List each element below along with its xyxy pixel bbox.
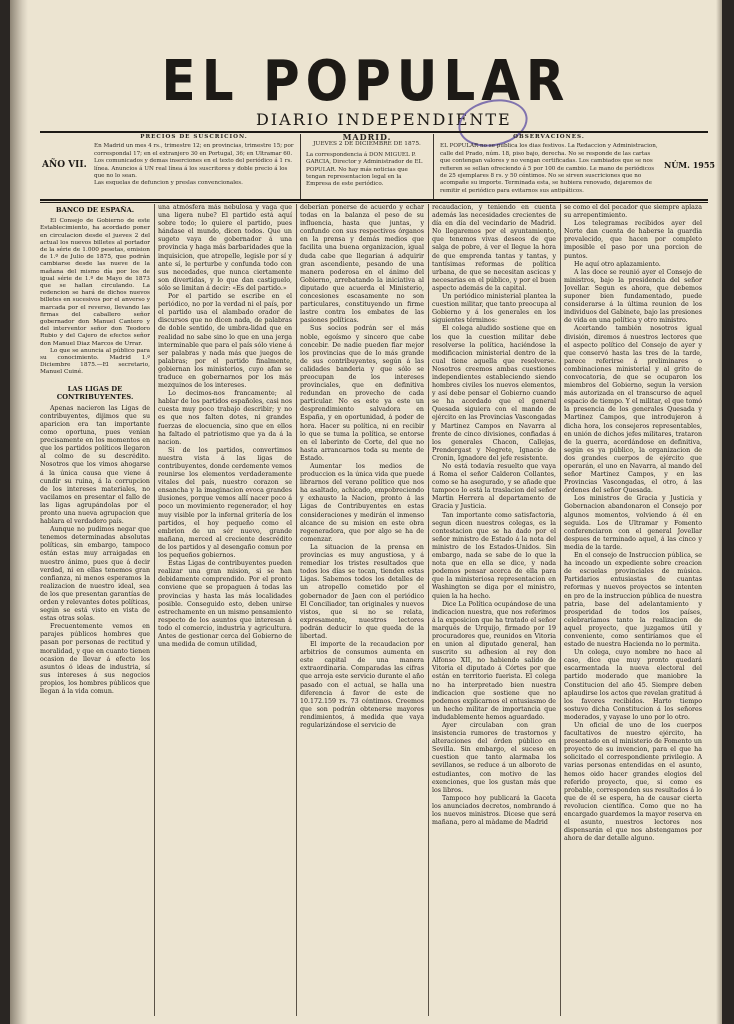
announcements-text: Los comunicados y demas inserciones en el texto del periódico á 1 rs. línea. Anuncios á UN real línea á los suscritores y doble precio á los que no lo sean. bbox=[94, 158, 293, 180]
column-3 bbox=[300, 204, 424, 1016]
section-heading: BANCO DE ESPAÑA. bbox=[55, 206, 135, 214]
article-paragraph: Acertando también nosotros igual división, diremos á nuestros lectores que el aspecto político del Consejo de ayer y que conservó hasta las tres de la tarde, parece referirse á preliminares o combinaciones ministerial y al grito de convocatoria, de que se ocuparon los miembros del Gobierno, segun la version más autorizada en el transcurso de aquel espacio de tiempo. Y el militar, el que tomó la presencia de los generales Quesada y Martinez Campos, que introdujeron á dicha hora, los consejeros representables, en unión de dichos jefes militares, trataron de la guerra, acordándose en definitiva, según es ya público, la organizacion de dos grandes cuerpos de ejército que operarán, el uno en Navarra, al mando del señor Martinez Campos, y en las Provincias Vascongadas, el otro, á las órdenes del señor Quesada. bbox=[564, 325, 702, 495]
article-paragraph: El colega aludido sostiene que en los que la cuestion militar debe resolverse la política, haciéndose la modificacion ministerial dentro de la cual tiene aquella que resolverse. Nosotros creemos ambas cuestiones independientes estableciendo siendo hombres civiles los nuevos elementos, y así debe pensar el Gobierno cuando se ha acordado que el general Quesada siguiera con el mando de ejército en las Provincias Vascongadas y Martinez Campos en Navarra al frente de cinco divisiones, confiadas á los generales Chacon, Callejas, Prendergast y Negrete, Ignacio de Cronin, Ignadore del jefe resistente. bbox=[432, 325, 556, 462]
issue-number: NÚM. 1955 bbox=[664, 160, 715, 170]
column-1 bbox=[40, 204, 150, 1016]
column-5 bbox=[564, 204, 702, 1016]
dateline-block bbox=[306, 134, 428, 198]
article-paragraph: recaudacion, y teniendo en cuenta además las necesidades crecientes de día en día del vecindario de Madrid. No llegaremos por el ayuntamiento, que tenemos vivas deseos de que salga de pobre, á ver el llegue la hora de que emprenda tantas y tantas, y tantísimas reformas de política urbana, de que se necesitan ascicas y necesarias en el público, y por el buen aspecto además de la capital. bbox=[432, 204, 556, 292]
article-paragraph: Sus socios podrán ser el más noble, egoísmo y sincero que cabe concebir. De nadie pueden fiar mejor los provincias que de lo más grande de sus contribuyentes, según á las calidades banderia y que sólo se preocupan de los intereses provinciales, que en definitiva redundan en provecho de cada particular. No es este ya este un desprendimiento salvadora en España, y en oportunidad, á poder de hora. Hacer su política, ni en recibir lo que se tuma la política, se entorse en el laberinto de Corte, del que no hasta arrancarnos toda su mente de Estado. bbox=[300, 325, 424, 462]
article-paragraph: Lo que se anuncia al público para su conocimiento. Madrid 1.º Diciembre 1875.—El secretario, Manuel Cuiné. bbox=[40, 347, 150, 376]
correspondence-text: La correspondencia á DON MIGUEL P. GARCIA, Director y Administrador de EL POPULAR. No hay más noticias que tengan representacion legal en la Empresa de este periódico. bbox=[306, 151, 423, 188]
year-label: AÑO VII. bbox=[42, 160, 87, 170]
article-paragraph: A las doce se reunió ayer el Consejo de ministros, bajo la presidencia del señor Jovellar. Segun es ahora, que debemos suponer bien fundamentado, puede considerarse á la última reunion de los individuos del Gabinete, bajo las presiones de vida en una política y otro ministro. bbox=[564, 268, 702, 325]
article-paragraph: Un periódico ministerial plantea la cuestion militar, que tanto preocupa al Gobierno y á los generales en los siguientes términos: bbox=[432, 293, 556, 325]
subscription-title: PRECIOS DE SUSCRICION. bbox=[140, 134, 248, 140]
section-heading: LAS LIGAS DE CONTRIBUYENTES. bbox=[56, 384, 134, 401]
observations-text: EL POPULAR no se publica los dias festivos. La Redaccion y Administracion, calle del Prado, núm. 18, piso bajo, derecha. No se responde de las cartas que contengan valores y no vengan certificadas. Los cambiados que se nos refieren se sellan ofreciendo á 5 por 100 de cambio. Le mano de periódicos de 25 ejemplares 8 rs. y 50 céntimos. No se sirven suscriciones que no acompañe su importe. Terminada esta, se hubiera renovado, dejaremos de remitir el periódico para evitarnos sus antipáticos. bbox=[440, 143, 658, 194]
header-separator bbox=[433, 134, 434, 200]
article-paragraph: Estas Ligas de contribuyentes pueden realizar una gran mision, si se han debidamente comprendido. Por el pronto conviene que se propaguen á todas las provincias y hasta las más localidades posible. Conseguido esto, deben unirse estrechamente en un mismo pensamiento respecto de los asuntos que interesan á todo el comercio, industria y agricultura. Antes de gestionar cerca del Gobierno de una medida de comun utilidad, bbox=[158, 560, 292, 649]
subscription-block bbox=[94, 134, 294, 198]
article-paragraph: Tan importante como satisfactoria, segun dicen nuestros colegas, es la contestacion que se ha dado por el señor ministro de Estado á la nota del ministro de los Estados-Unidos. Sin embargo, nada se sabe de lo que la nota que en ella se dice, y nada podemos pensar acerca de ella para que la ministeriosa representacion en Washington se diga por el ministro, quien la ha hecho. bbox=[432, 511, 556, 600]
header-separator bbox=[300, 134, 301, 200]
header-bottom-rule bbox=[40, 199, 708, 201]
column-rule bbox=[560, 204, 561, 1016]
column-rule bbox=[428, 204, 429, 1016]
binding-gutter bbox=[10, 0, 28, 1024]
article-paragraph: El Consejo de Gobierno de este Establecimiento, ha acordado poner en circulacion desde el jueves 2 del actual los nuevos billetes al portador de la série de 1.000 pesetas, emision de 1.º de Julio de 1875, que podrán cambiarse desde las nueve de la mañana del mismo día por los de igual série de 1.º de Mayo de 1873 que se hallan circulando. La redencion se hará de dichos nuevos billetes en sucesivos por el anverso y marcada por el reverso, llevando las firmas del caballero señor gobernador don Manuel Cantero y del interventor señor don Teodoro Rubio y del Cajero de efectos señor don Manuel Diaz Marcos de Urrar. bbox=[40, 218, 150, 347]
article-paragraph: Frecuentemente vemos en parajes públicos hombres que pasan por personas de rectitud y moralidad, y que en cuanto tienen ocasion de llevar á efecto los asuntos ó ideas de industria, sí sus intereses á sus negocios propios, los hombres públicos que llegan á la vida comun. bbox=[40, 623, 150, 696]
article-paragraph: Dice La Política ocupándose de una indicacion nuestra, que nos referimos á la exposicion que ha tratado el señor marqués de Urquijo, firmado por 19 procuradores que, reunidos en Vitoria en union al diputado general, han suscrito su adhesion al rey don Alfonso XII, no habiendo salido de Vitoria el diputado á Córtes por que están en territorio fuerista. El colega no ha interpretado bien nuestra indicacion que sostiene que no podemos explicarnos el entusiasmo de un hecho militar de importancia que indudablemente hemos aguardado. bbox=[432, 600, 556, 721]
article-paragraph: Los telegramas recibidos ayer del Norte dan cuenta de haberse la guardia prevalecido, que hacen por completo imposible el paso por una porcion de puntos. bbox=[564, 220, 702, 260]
article-paragraph: Un colega, cuyo nombre no hace al caso, dice que muy pronto quedará escarmentada la nueva electoral del partido moderado que maniobre la Constitucion del año 45. Siempre deben aplaudirse los actos que revelan gratitud á los favores recibidos. Harto tiempo sostuvo dicha Constitucion á los señores moderados, y vayase lo uno por lo otro. bbox=[564, 649, 702, 721]
article-paragraph: La situacion de la prensa en provincias es muy angustiosa, y á remediar los tristes resultados que todos los días se tocan, tienden estas Ligas. Sabemos todos los detalles de un atropello cometido por el gobernador de Jaen con el periódico El Conciliador, tan originales y nuevos vistos, que si no se relata, expresamente, nuestros lectores podrán deducir lo que queda de la libertad. bbox=[300, 543, 424, 640]
article-paragraph: Un oficial de uno de los cuerpos facultativos de nuestro ejército, ha presentado en el ministerio de Fomento un proyecto de su invencion, para el que ha solicitado el correspondiente privilegio. A varias personas entendidas en el asunto, hemos oido hacer grandes elogios del referido proyecto, que, si como es probable, corresponden sus resultados á lo que de él se espera, ha de causar cierta revolucion científica. Como que no ha encargado guardemos la mayor reserva en el asunto, nuestros lectores nos dispensarán el que nos abstengamos por ahora de dar detalle alguno. bbox=[564, 722, 702, 843]
masthead-subtitle: DIARIO INDEPENDIENTE bbox=[256, 110, 512, 129]
esquelas-text: Las esquelas de defuncion y preslas convencionales. bbox=[94, 180, 243, 187]
article-paragraph: se como el del pecador que siempre aplaza su arrepentimiento. bbox=[564, 204, 702, 220]
article-paragraph: Los ministros de Gracia y Justicia y Gobernacion abandonaron el Consejo por algunos momentos, volviendo á él en seguida. Los de Ultramar y Fomento conferenciaron con el general Jovellar despues de terminado aquel, á las cinco y media de la tarde. bbox=[564, 495, 702, 551]
article-paragraph: Aumentar los medios de produccion es la única vida que puede librarnos del verano político que nos ha asaltado, achicado, empobreciendo y exhausto la Nacion, pronto á las Ligas de Contribuyentes en estas consideraciones y medirán el inmenso alcance de su mision en este obra regeneradora, que por algo se ha de comenzar. bbox=[300, 463, 424, 543]
article-paragraph: No está todavía resuelto que vaya á Roma el señor Calderon Collantes, como se ha asegurado, y se añade que tampoco lo está la traslacion del señor Martin Herrera al departamento de Gracia y Justicia. bbox=[432, 463, 556, 511]
subscription-text: En Madrid un mes 4 rs., trimestre 12; en provincias, trimestre 15; por correspondal 17; en el extranjero 30 en Portugal, 36; en Ultramar 60. bbox=[94, 143, 294, 157]
observations-block bbox=[440, 134, 658, 198]
column-2 bbox=[158, 204, 292, 1016]
article-paragraph: He aquí otro aplazamiento. bbox=[574, 260, 661, 268]
observations-title: OBSERVACIONES. bbox=[513, 134, 585, 140]
article-paragraph: El importe de la recaudacion por arbitrios de consumos aumenta en este capital de una manera extraordinaria. Comparadas las cifras que arroja este servicio durante el año pasado con el actual, se halla una diferencia á favor de este de 10.172.159 rs. 73 céntimos. Creemos que son podrán obtenerse mayores rendimientos, á medida que vaya regularizándose el servicio de bbox=[300, 641, 424, 729]
article-paragraph: Apenas nacieron las Ligas de contribuyentes, dijimos que su aparicion era tan importante como oportuna, pues venian precisamente en los momentos en que los partidos políticos llegaron al colmo de su descrédito. Nosotros que los vimos ahogarse á la única causa que viene á cundir su ruina, á la corrupcion de los intereses materiales, no vacilamos en presentar el fallo de las ligas agrupándolas por el pronto una nueva agrupacion que hablara el verdadero país. bbox=[40, 404, 150, 526]
date-label: JUEVES 2 DE DICIEMBRE DE 1875. bbox=[313, 141, 421, 148]
article-paragraph: Si de los partidos, convertimos nuestra vista á las ligas de contribuyentes, donde cerdemente vemos reunirse los elementos verdaderamente vitales del país, nuestro corazon se ensancha y la imaginacion evoca grandes ilusiones, porque vemos allí nacer poco á poco un movimiento regenerador, el hoy muy visible por la infernal gritería de los partidos, el hoy pequeño como el embrion de un sér nuevo, grande mañana, merced al creciente descrédito de los partidos y al desengaño comun por los pequeños gobiernos. bbox=[158, 446, 292, 560]
column-4 bbox=[432, 204, 556, 1016]
article-paragraph: Lo decimos-nos francamente; al hablar de los partidos españoles, casi nos cuesta muy poco trabajo describir; y no es que nos falten dotes, ni grandes fuerzas de elocuencia, sino que en ellos ha faltado el patriotismo que ya da á la nacion. bbox=[158, 390, 292, 446]
article-paragraph: Ayer circulaban con gran insistencia rumores de trastornos y alteraciones del órden público en Sevilla. Sin embargo, el suceso en cuestion que tanto alarmaba los sevillanos, se reduce á un alboroto de estudiantes, con motivo de las exenciones, que los gustan más que los libros. bbox=[432, 722, 556, 794]
article-paragraph: una atmósfera más nebulosa y vaga que una ligera nube? El partido está aquí sobre todo; lo quiere el partido, pues hándase el mundo, dicen todos. Que un sugeto vaya de gobernador á una provincia y haga más barbaridades que la inquisicion, que atropelle, legisle por sí y ante sí, le perturbe y confunda todo con sus necedades, que nunca ciertamente son divertidas, y lo que dan castiguelo, sólo se limitan á decir: «Es del partido.» bbox=[158, 204, 292, 292]
header-bottom-rule-thin bbox=[40, 202, 708, 203]
city-label: MADRID. bbox=[342, 132, 392, 142]
article-paragraph: Por el partido se escribe en el periódico, no por la verdad ni el país, por el partido usa el alambado orador de discursos que no dicen nada, de palabras de doble sentido, de umbra-lidad que en realidad no sabe sino lo que en una jerga interminable que para el país sólo viene á ser palabras y nada más que juegos de palabras; por el partido finalmente, gobiernan los ministerios, cuyo afan se traduce en gobernarnos por los más mezquinos de los intereses. bbox=[158, 293, 292, 390]
article-paragraph: Aunque no pudimos negar que tenemos determinadas absolutas políticas, sin embargo, tampoco están estas muy arraigadas en nuestro ánimo, pues que á decir verdad, ni en ellas tenemos gran confianza, ni menos esperamos la realizacion de nuestro ideal, sea de los que presentan garantías de orden y relevantes dotes políticas, según se está visto en vista de estas otras solas. bbox=[40, 526, 150, 623]
masthead-title: EL POPULAR bbox=[161, 48, 571, 114]
column-rule bbox=[154, 204, 155, 1016]
article-paragraph: deberían ponerse de acuerdo y echar todas en la balanza el peso de su influencia, hasta que juntas, y confundo con sus respectivos órganos en la prensa y demás medios que facilita una buena organizacion, igual duda cabe que llegarian á adquirir gran ascendiente, pesando de una manera poderosa en el ánimo del Gobierno, arrebatando la iniciativa al diputado que acuerda el Ministerio, concesiones escasamente no son particulares, constituyendo un firme lastre contra los embates de las pasiones políticas. bbox=[300, 204, 424, 325]
newspaper-page bbox=[10, 0, 722, 1024]
article-paragraph: Tampoco hoy publicará la Gaceta los anunciados decretos, nombrando á los nuevos ministros. Dicese que será mañana, pero al màdame de Madrid bbox=[432, 794, 556, 827]
page-edge bbox=[716, 0, 722, 1024]
article-paragraph: En el consejo de Instruccion pública, se ha incoado un expediente sobre creacion de escuelas provinciales de música. Partidarios entusiastas de cuantas reformas y nuevos proyectos se intenten en pro de la instruccion pública de nuestra patria, base del adelantamiento y prosperidad de todos los países, celebraríamos tanto la realizacion de aquel proyecto, que juzgamos útil y conveniente, como sentiríamos que el estado de nuestra Hacienda no lo permita. bbox=[564, 552, 702, 649]
column-rule bbox=[296, 204, 297, 1016]
